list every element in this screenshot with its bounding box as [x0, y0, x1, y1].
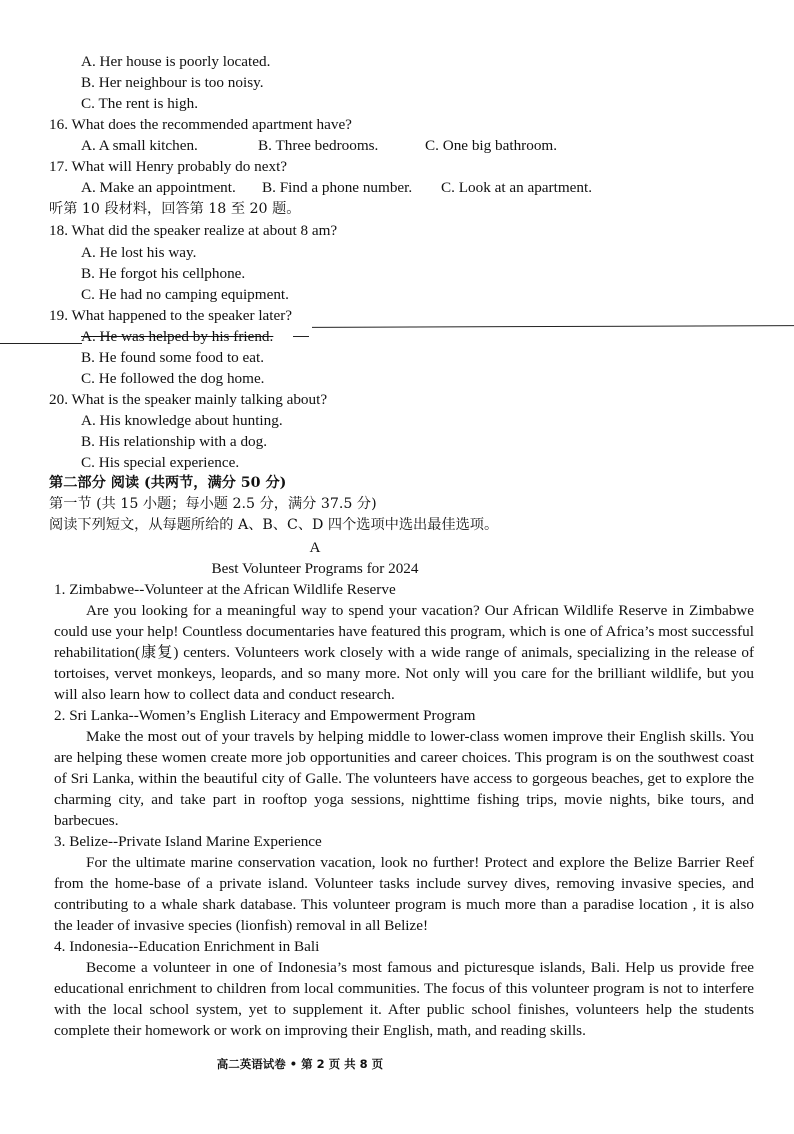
- q17-option-c: C. Look at an apartment.: [441, 179, 592, 196]
- program-1-body: [54, 600, 754, 705]
- q18-option-c: C. He had no camping equipment.: [81, 286, 289, 303]
- part2-title: 第二部分 阅读 (共两节，满分 50 分): [49, 475, 287, 491]
- program-2-body: [54, 726, 754, 831]
- program-3-body: [54, 852, 754, 936]
- q19-option-a: A. He was helped by his friend.: [81, 328, 274, 345]
- program-2-heading: 2. Sri Lanka--Women’s English Literacy and Empowerment Program: [54, 707, 476, 724]
- program-4-heading: 4. Indonesia--Education Enrichment in Bali: [54, 938, 320, 955]
- section10-instruction: 听第 10 段材料，回答第 18 至 20 题。: [49, 201, 301, 217]
- fold-line-left: [0, 343, 82, 344]
- q17-option-a: A. Make an appointment.: [81, 179, 236, 196]
- q16-question: 16. What does the recommended apartment have?: [49, 116, 352, 133]
- q16-option-a: A. A small kitchen.: [81, 137, 198, 154]
- section1-title: 第一节 (共 15 小题；每小题 2.5 分，满分 37.5 分): [49, 496, 377, 512]
- q18-option-b: B. He forgot his cellphone.: [81, 265, 246, 282]
- q17-question: 17. What will Henry probably do next?: [49, 158, 288, 175]
- program-4-text: Become a volunteer in one of Indonesia’s most famous and picturesque islands, Bali. Help us provide free educational enrichment to children from local communities. The focus of this volunteer program is not to interfere with the local school system, yet to supplement it. After public school finishes, volunteers help the students complete their homework or work on improving their English, math, and reading skills.: [54, 959, 754, 1039]
- q20-question: 20. What is the speaker mainly talking about?: [49, 391, 328, 408]
- q15-option-c: C. The rent is high.: [81, 95, 198, 112]
- q20-option-c: C. His special experience.: [81, 454, 240, 471]
- program-3-text: For the ultimate marine conservation vacation, look no further! Protect and explore the Belize Barrier Reef from the home-base of a private island. Volunteer tasks include survey dives, removing invasive species, and contributing to a whale shark database. This volunteer program is much more than a paradise location , it is also the leader of invasive species (lionfish) removal in all Belize!: [54, 854, 754, 934]
- q15-option-b: B. Her neighbour is too noisy.: [81, 74, 264, 91]
- q16-option-c: C. One big bathroom.: [425, 137, 558, 154]
- reading-instruction: 阅读下列短文，从每题所给的 A、B、C、D 四个选项中选出最佳选项。: [49, 517, 499, 533]
- q15-option-a: A. Her house is poorly located.: [81, 53, 271, 70]
- q18-question: 18. What did the speaker realize at about 8 am?: [49, 222, 338, 239]
- passage-label: A: [309, 539, 321, 556]
- fold-line-right: [312, 325, 794, 328]
- fold-line-dash: [293, 336, 309, 337]
- program-1-heading: 1. Zimbabwe--Volunteer at the African Wildlife Reserve: [54, 581, 396, 598]
- q20-option-b: B. His relationship with a dog.: [81, 433, 268, 450]
- passage-title: Best Volunteer Programs for 2024: [211, 560, 419, 577]
- q19-option-c: C. He followed the dog home.: [81, 370, 265, 387]
- q19-option-b: B. He found some food to eat.: [81, 349, 265, 366]
- program-4-body: [54, 957, 754, 1041]
- program-2-text: Make the most out of your travels by helping middle to lower-class women improve their English skills. You are helping these women create more job opportunities and career choices. This program is on the southwest coast of Sri Lanka, within the beautiful city of Galle. The volunteers have access to gorgeous beaches, get to explore the charming city, and take part in rooftop yoga sessions, nighttime fishing trips, movie nights, bike tours, and barbecues.: [54, 728, 754, 829]
- q20-option-a: A. His knowledge about hunting.: [81, 412, 283, 429]
- page-footer: 高二英语试卷 • 第 2 页 共 8 页: [216, 1057, 384, 1071]
- q19-question: 19. What happened to the speaker later?: [49, 307, 293, 324]
- program-1-text: Are you looking for a meaningful way to spend your vacation? Our African Wildlife Reserve in Zimbabwe could use your help! Countless documentaries have featured this program, which is one of Africa’s most successful rehabilitation(康复) centers. Volunteers work closely with a wide range of animals, specializing in the release of tortoises, vervet monkeys, leopards, and so many more. Not only will you care for the brilliant wildlife, but you will also learn how to collect data and conduct research.: [54, 602, 754, 703]
- q16-option-b: B. Three bedrooms.: [258, 137, 379, 154]
- q16-options-row: [0, 135, 794, 156]
- program-3-heading: 3. Belize--Private Island Marine Experience: [54, 833, 322, 850]
- q17-option-b: B. Find a phone number.: [262, 179, 413, 196]
- q17-options-row: [0, 177, 794, 198]
- q18-option-a: A. He lost his way.: [81, 244, 197, 261]
